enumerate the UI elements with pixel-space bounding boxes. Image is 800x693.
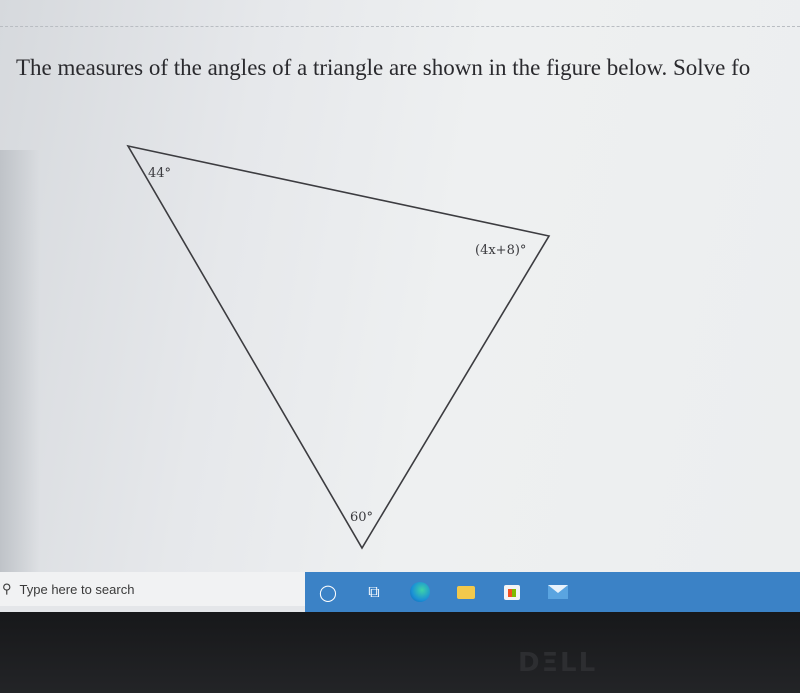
taskbar-icons — [305, 572, 800, 612]
angle-label-top-left: 44° — [148, 166, 172, 181]
search-icon: ⚲ — [2, 581, 12, 596]
taskbar-search-box[interactable] — [0, 572, 305, 606]
question-text: The measures of the angles of a triangle are shown in the figure below. Solve fo — [16, 55, 751, 80]
triangle — [128, 146, 549, 548]
angle-label-bottom: 60° — [350, 510, 374, 525]
angle-label-right: (4x+8)° — [475, 243, 527, 258]
store-icon[interactable] — [489, 572, 535, 612]
edge-icon[interactable] — [397, 572, 443, 612]
laptop-bezel — [0, 612, 800, 693]
search-placeholder: Type here to search — [19, 581, 135, 597]
mail-icon[interactable] — [535, 572, 581, 612]
task-view-icon[interactable]: ⧉ — [368, 582, 380, 601]
taskbar — [0, 572, 800, 612]
cortana-icon[interactable]: ◯ — [319, 582, 337, 602]
dell-logo: DΞLL — [518, 648, 598, 678]
file-explorer-icon[interactable] — [443, 572, 489, 612]
